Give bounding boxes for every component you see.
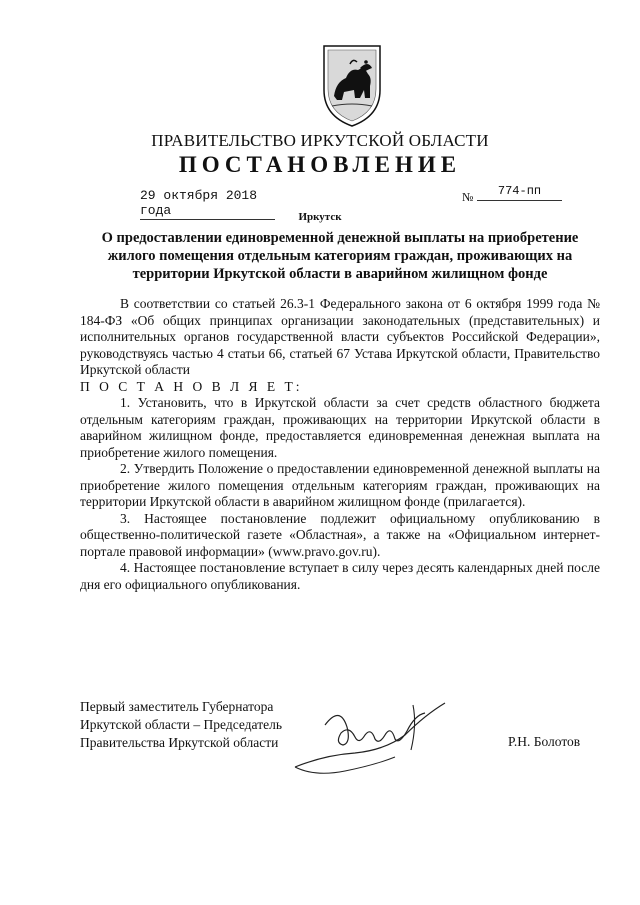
city-label: Иркутск <box>298 211 342 223</box>
document-number: 774-пп <box>477 184 562 201</box>
position-line-2: Иркутской области – Председатель <box>80 717 282 732</box>
signer-name: Р.Н. Болотов <box>508 734 581 749</box>
position-line-3: Правительства Иркутской области <box>80 735 279 750</box>
decree-heading: П О С Т А Н О В Л Я Е Т: <box>80 378 303 394</box>
government-name: ПРАВИТЕЛЬСТВО ИРКУТСКОЙ ОБЛАСТИ <box>151 131 489 150</box>
decree-item-3: 3. Настоящее постановление подлежит официальному опубликованию в общественно-политической газете «Областная», а также на «Официальном интернет-портале правовой информации» (www.pravo.gov.ru). <box>80 510 600 559</box>
coat-of-arms-icon <box>320 38 384 128</box>
preamble-paragraph: В соответствии со статьей 26.3-1 Федерального закона от 6 октября 1999 года № 184-ФЗ «Об общих принципах организации законодательных (представительных) и исполнительных органов государственной власти субъектов Российской Федерации», руководствуясь частью 4 статьи 66, статьей 67 Устава Иркутской области, Правительство Иркутской области <box>80 296 600 377</box>
decree-item-1: 1. Установить, что в Иркутской области за счет средств областного бюджета отдельным категориям граждан, проживающих на территории Иркутской области в аварийном жилищном фонде, предоставляется единовременная денежная выплата на приобретение жилого помещения. <box>80 395 600 460</box>
handwritten-signature <box>285 695 465 780</box>
document-date: 29 октября 2018 года <box>140 188 275 220</box>
decree-item-4: 4. Настоящее постановление вступает в силу через десять календарных дней после дня его официального опубликования. <box>80 560 600 592</box>
number-sign: № <box>462 190 474 204</box>
position-line-1: Первый заместитель Губернатора <box>80 699 274 714</box>
decree-item-2: 2. Утвердить Положение о предоставлении единовременной денежной выплаты на приобретение жилого помещения отдельным категориям граждан, проживающих на территории Иркутской области в аварийном жилищном фонде (прилагается). <box>80 461 600 509</box>
document-body <box>80 296 600 593</box>
document-title: О предоставлении единовременной денежной выплаты на приобретение жилого помещения отдельным категориям граждан, проживающих на территории Иркутской области в аварийном жилищном фонде <box>101 230 579 282</box>
document-type: ПОСТАНОВЛЕНИЕ <box>178 152 462 177</box>
